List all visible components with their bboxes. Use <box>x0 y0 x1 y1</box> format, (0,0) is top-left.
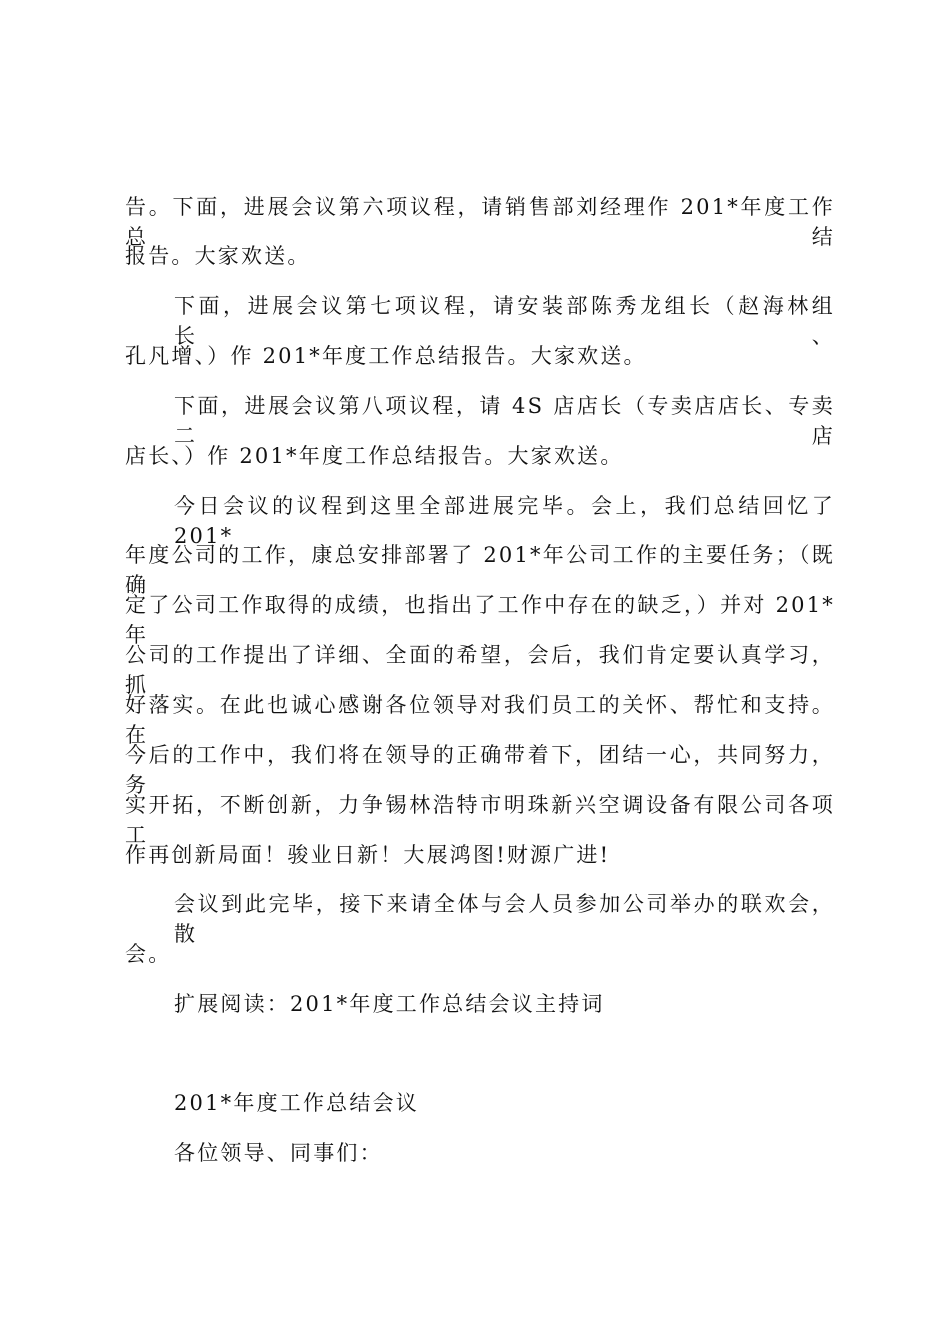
paragraph-line-15: 会议到此完毕，接下来请全体与会人员参加公司举办的联欢会，散 <box>174 892 835 946</box>
salutation: 各位领导、同事们： <box>174 1141 383 1165</box>
paragraph-line-13: 实开拓，不断创新，力争锡林浩特市明珠新兴空调设备有限公司各项工 <box>125 793 835 847</box>
meeting-title: 201*年度工作总结会议 <box>174 1091 419 1115</box>
paragraph-line-10: 公司的工作提出了详细、全面的希望，会后，我们肯定要认真学习，抓 <box>125 643 835 697</box>
paragraph-line-5: 下面，进展会议第八项议程，请 4S 店店长（专卖店店长、专卖二店 <box>174 394 835 448</box>
paragraph-line-12: 今后的工作中，我们将在领导的正确带着下，团结一心，共同努力，务 <box>125 743 835 797</box>
paragraph-line-6: 店长、）作 201*年度工作总结报告。大家欢送。 <box>125 444 624 468</box>
paragraph-line-16: 会。 <box>125 942 172 966</box>
paragraph-line-7: 今日会议的议程到这里全部进展完毕。会上，我们总结回忆了 201* <box>174 494 835 548</box>
paragraph-line-11: 好落实。在此也诚心感谢各位领导对我们员工的关怀、帮忙和支持。在 <box>125 693 835 747</box>
paragraph-line-4: 孔凡增、）作 201*年度工作总结报告。大家欢送。 <box>125 344 647 368</box>
paragraph-line-9: 定了公司工作取得的成绩，也指出了工作中存在的缺乏，）并对 201*年 <box>125 593 835 647</box>
paragraph-line-14: 作再创新局面！骏业日新！大展鸿图!财源广进! <box>125 843 611 867</box>
paragraph-line-3: 下面，进展会议第七项议程，请安装部陈秀龙组长（赵海林组长、 <box>174 294 835 348</box>
paragraph-line-2: 报告。大家欢送。 <box>125 244 311 268</box>
paragraph-line-1: 告。下面，进展会议第六项议程，请销售部刘经理作 201*年度工作总结 <box>125 195 835 249</box>
paragraph-line-8: 年度公司的工作，康总安排部署了 201*年公司工作的主要任务；（既确 <box>125 543 835 597</box>
extended-reading-heading: 扩展阅读：201*年度工作总结会议主持词 <box>174 992 605 1016</box>
